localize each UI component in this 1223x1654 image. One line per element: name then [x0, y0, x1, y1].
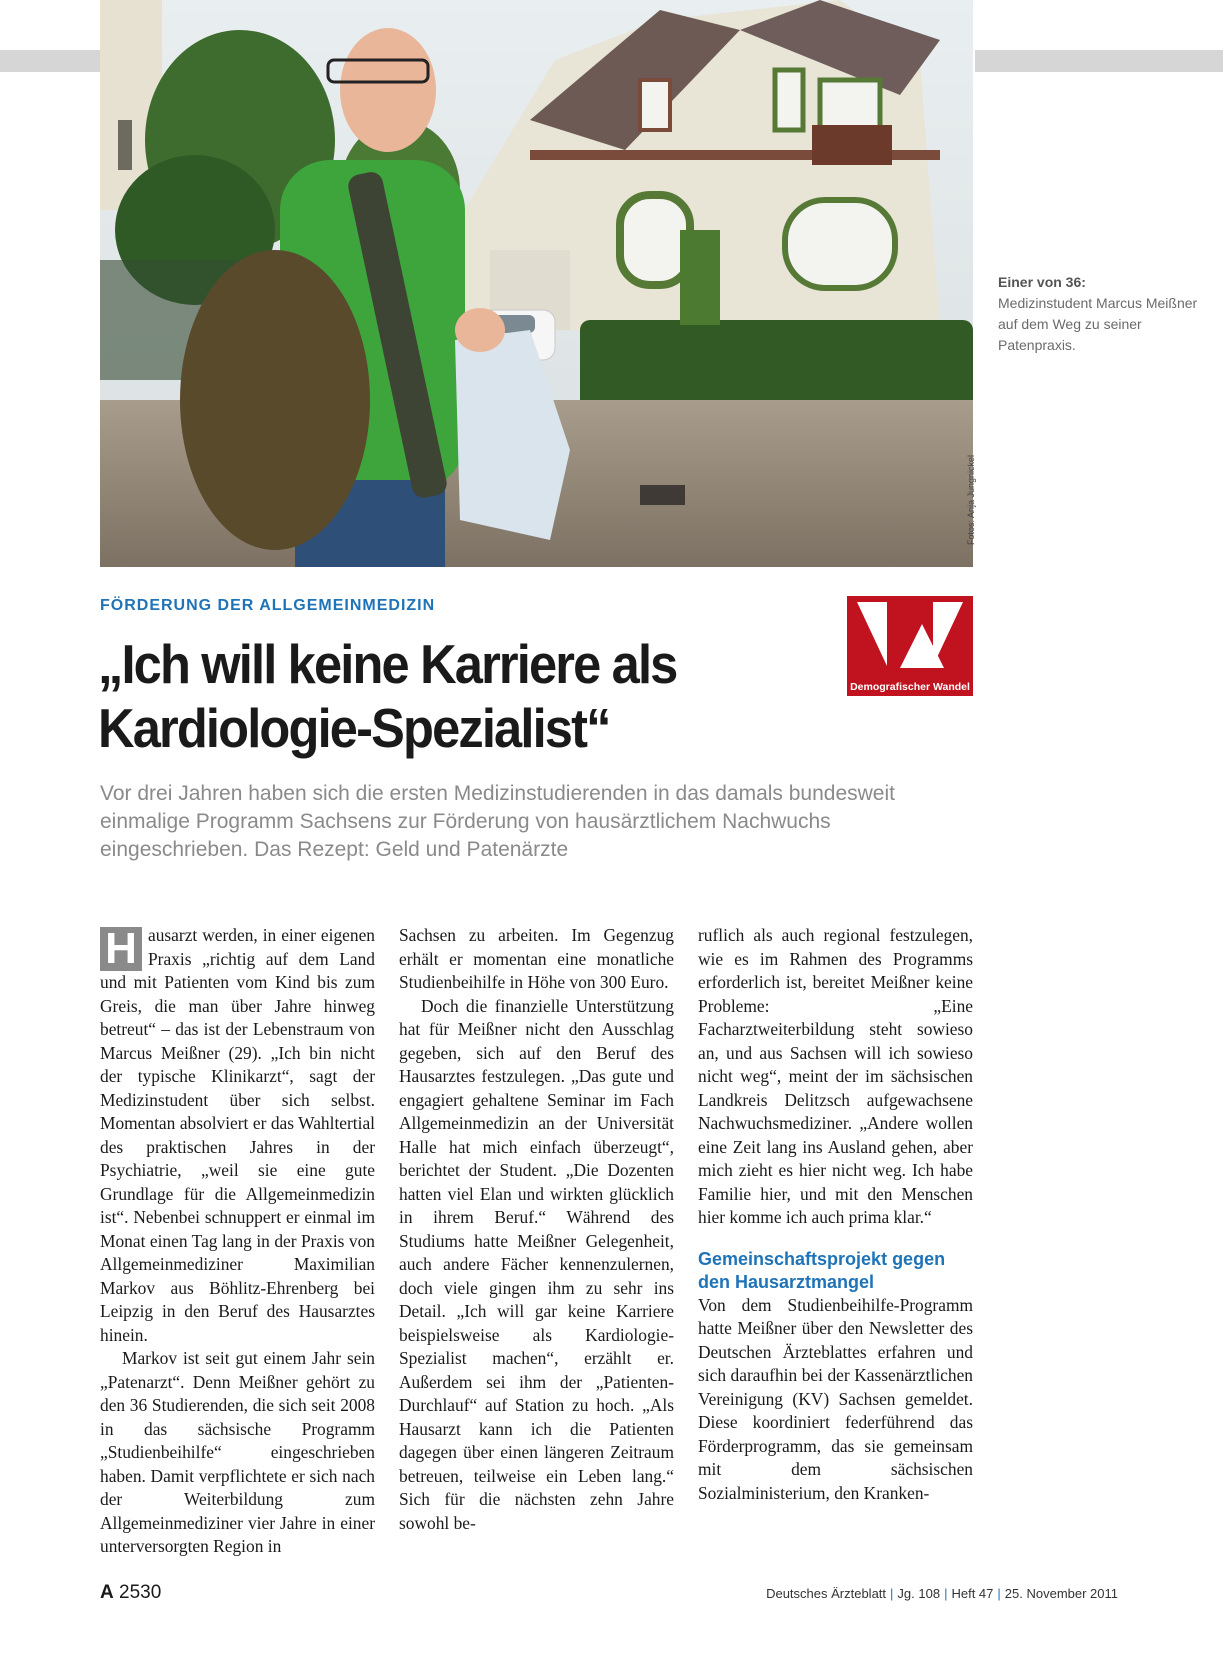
section-subheading: Gemeinschaftsprojekt gegen den Hausarztmangel: [698, 1248, 946, 1292]
badge-label: Demografischer Wandel: [850, 681, 970, 693]
paragraph: [100, 924, 375, 1347]
paragraph: Sachsen zu arbeiten. Im Gegenzug erhält er momentan eine monatliche Studienbeihilfe in Höhe von 300 Euro.: [399, 925, 674, 992]
article-column-2: [399, 924, 674, 1535]
article-photo: [100, 0, 973, 567]
separator: |: [890, 1586, 894, 1601]
page-number-value: 2530: [119, 1582, 162, 1603]
journal-volume: Jg. 108: [897, 1586, 941, 1601]
article-kicker: FÖRDERUNG DER ALLGEMEINMEDIZIN: [100, 597, 436, 614]
paragraph: Von dem Studienbeihilfe-Programm hatte Meißner über den Newsletter des Deutschen Ärzteblattes erfahren und sich daraufhin bei der Kassenärztlichen Vereinigung (KV) Sachsen gemeldet. Diese koordiniert federführend das Förderprogramm, das sie gemeinsam mit dem sächsischen Sozialministerium, den Kranken-: [698, 1294, 973, 1503]
photo-caption: [998, 272, 1213, 356]
page-prefix: A: [100, 1582, 114, 1603]
top-bar-right: [975, 50, 1223, 72]
article-headline: „Ich will keine Karriere als Kardiologie-Spezialist“: [98, 633, 677, 759]
photo-credit: Fotos: Anja Jungnickel: [966, 454, 976, 545]
top-bar-left: [0, 50, 100, 72]
triangle-logo-icon: [847, 596, 973, 676]
journal-info: [766, 1586, 1118, 1601]
article-deck: Vor drei Jahren haben sich die ersten Medizinstudierenden in das damals bundesweit einmalige Programm Sachsens zur Förderung von hausärztlichem Nachwuchs eingeschrieben. Das Rezept: Geld und Patenärzte: [100, 782, 895, 861]
paragraph: ruflich als auch regional festzulegen, wie es im Rahmen des Programms erforderlich ist, bereitet Meißner keine Probleme: „Eine Facharztweiterbildung steht sowieso an, und aus Sachsen will ich sowieso nicht weg“, meint der im sächsischen Landkreis Delitzsch aufgewachsene Nachwuchsmediziner. „Andere wollen eine Zeit lang ins Ausland gehen, aber mich zieht es hier nicht weg. Ich habe Familie hier, und mit den Menschen hier komme ich auch prima klar.“: [698, 925, 973, 1227]
caption-text: Medizinstudent Marcus Meißner auf dem Weg zu seiner Patenpraxis.: [998, 295, 1198, 353]
article-column-1: [100, 924, 375, 1559]
paragraph: Markov ist seit gut einem Jahr sein „Patenarzt“. Denn Meißner gehört zu den 36 Studierenden, die sich seit 2008 in das sächsische Programm „Studienbeihilfe“ eingeschrieben haben. Damit verpflichtete er sich nach der Weiterbildung zum Allgemeinmediziner vier Jahre in einer unterversorgten Region in: [100, 1348, 375, 1556]
article-column-3: [698, 924, 973, 1505]
paragraph-text: ausarzt werden, in einer eigenen Praxis „richtig auf dem Land und mit Patienten vom Kind bis zum Greis, die man über Jahre hinweg betreut“ – das ist der Lebenstraum von Marcus Meißner (29). „Ich bin nicht der typische Klinikarzt“, sagt der Medizinstudent über sich selbst. Momentan absolviert er das Wahltertial des praktischen Jahres in der Psychiatrie, „weil sie eine gute Grundlage für die Allgemeinmedizin ist“. Nebenbei schnuppert er einmal im Monat einen Tag lang in der Praxis von Allgemeinmediziner Maximilian Markov aus Böhlitz-Ehrenberg bei Leipzig in den Beruf des Hausarztes hinein.: [100, 925, 375, 1345]
journal-date: 25. November 2011: [1004, 1586, 1118, 1601]
paragraph: Doch die finanzielle Unterstützung hat für Meißner nicht den Ausschlag gegeben, sich auf den Beruf des Hausarztes festzulegen. „Das gute und engagiert gehaltene Seminar im Fach Allgemeinmedizin an der Universität Halle hat mich einfach überzeugt“, berichtet der Student. „Die Dozenten hatten viel Elan und wirkten glücklich in ihrem Beruf.“ Während des Studiums hatte Meißner Gelegenheit, auch andere Fächer kennenzulernen, doch viele gingen ihm zu sehr ins Detail. „Ich will gar keine Karriere beispielsweise als Kardiologie-Spezialist machen“, erzählt er. Außerdem sei ihm der „Patienten-Durchlauf“ auf Station zu hoch. „Als Hausarzt kann ich die Patienten dagegen über einen längeren Zeitraum betreuen, teilweise ein Leben lang.“ Sich für die nächsten zehn Jahre sowohl be-: [399, 995, 674, 1533]
drop-cap: H: [100, 927, 142, 971]
separator: |: [944, 1586, 948, 1601]
separator: |: [997, 1586, 1001, 1601]
caption-title: Einer von 36:: [998, 274, 1086, 290]
photo-illustration: [100, 0, 973, 567]
journal-issue: Heft 47: [951, 1586, 994, 1601]
journal-name: Deutsches Ärzteblatt: [766, 1586, 887, 1601]
demografischer-wandel-badge: [847, 596, 973, 696]
page-number: [100, 1582, 161, 1604]
